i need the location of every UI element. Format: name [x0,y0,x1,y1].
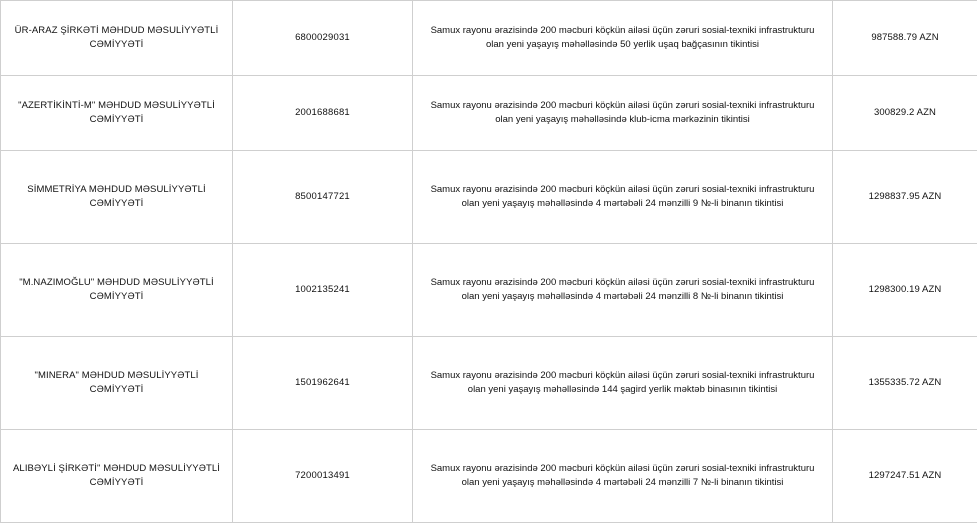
table-row [1,244,977,337]
cell-company: SİMMETRİYA MƏHDUD MƏSULİYYƏTLİ CƏMİYYƏTİ [1,151,233,244]
cell-amount: 1298837.95 AZN [833,151,977,244]
cell-company: "AZERTİKİNTİ-M" MƏHDUD MƏSULİYYƏTLİ CƏMİYYƏTİ [1,76,233,151]
cell-taxpayer-id: 8500147721 [233,151,413,244]
table-row [1,76,977,151]
cell-company: "MINERA" MƏHDUD MƏSULİYYƏTLİ CƏMİYYƏTİ [1,337,233,430]
cell-subject: Samux rayonu ərazisində 200 məcburi köçkün ailəsi üçün zəruri sosial-texniki infrastrukturu olan yeni yaşayış məhəlləsində klub-icma mərkəzinin tikintisi [413,76,833,151]
cell-amount: 1298300.19 AZN [833,244,977,337]
cell-subject: Samux rayonu ərazisində 200 məcburi köçkün ailəsi üçün zəruri sosial-texniki infrastrukturu olan yeni yaşayış məhəlləsində 144 şagird yerlik məktəb binasının tikintisi [413,337,833,430]
cell-amount: 1297247.51 AZN [833,430,977,523]
table-row [1,430,977,523]
cell-subject: Samux rayonu ərazisində 200 məcburi köçkün ailəsi üçün zəruri sosial-texniki infrastrukturu olan yeni yaşayış məhəlləsində 4 mərtəbəli 24 mənzilli 7 №-li binanın tikintisi [413,430,833,523]
cell-amount: 1355335.72 AZN [833,337,977,430]
table-row [1,1,977,76]
cell-company: "M.NAZIMOĞLU" MƏHDUD MƏSULİYYƏTLİ CƏMİYYƏTİ [1,244,233,337]
cell-taxpayer-id: 1501962641 [233,337,413,430]
cell-amount: 987588.79 AZN [833,1,977,76]
cell-taxpayer-id: 2001688681 [233,76,413,151]
cell-company: ÜR-ARAZ ŞİRKƏTİ MƏHDUD MƏSULİYYƏTLİ CƏMİYYƏTİ [1,1,233,76]
cell-taxpayer-id: 7200013491 [233,430,413,523]
table-row [1,337,977,430]
table-row [1,151,977,244]
table-body [1,1,977,523]
cell-taxpayer-id: 6800029031 [233,1,413,76]
cell-subject: Samux rayonu ərazisində 200 məcburi köçkün ailəsi üçün zəruri sosial-texniki infrastrukturu olan yeni yaşayış məhəlləsində 50 yerlik uşaq bağçasının tikintisi [413,1,833,76]
cell-subject: Samux rayonu ərazisində 200 məcburi köçkün ailəsi üçün zəruri sosial-texniki infrastrukturu olan yeni yaşayış məhəlləsində 4 mərtəbəli 24 mənzilli 9 №-li binanın tikintisi [413,151,833,244]
cell-taxpayer-id: 1002135241 [233,244,413,337]
cell-amount: 300829.2 AZN [833,76,977,151]
cell-company: ALIBƏYLİ ŞİRKƏTİ" MƏHDUD MƏSULİYYƏTLİ CƏMİYYƏTİ [1,430,233,523]
cell-subject: Samux rayonu ərazisində 200 məcburi köçkün ailəsi üçün zəruri sosial-texniki infrastrukturu olan yeni yaşayış məhəlləsində 4 mərtəbəli 24 mənzilli 8 №-li binanın tikintisi [413,244,833,337]
